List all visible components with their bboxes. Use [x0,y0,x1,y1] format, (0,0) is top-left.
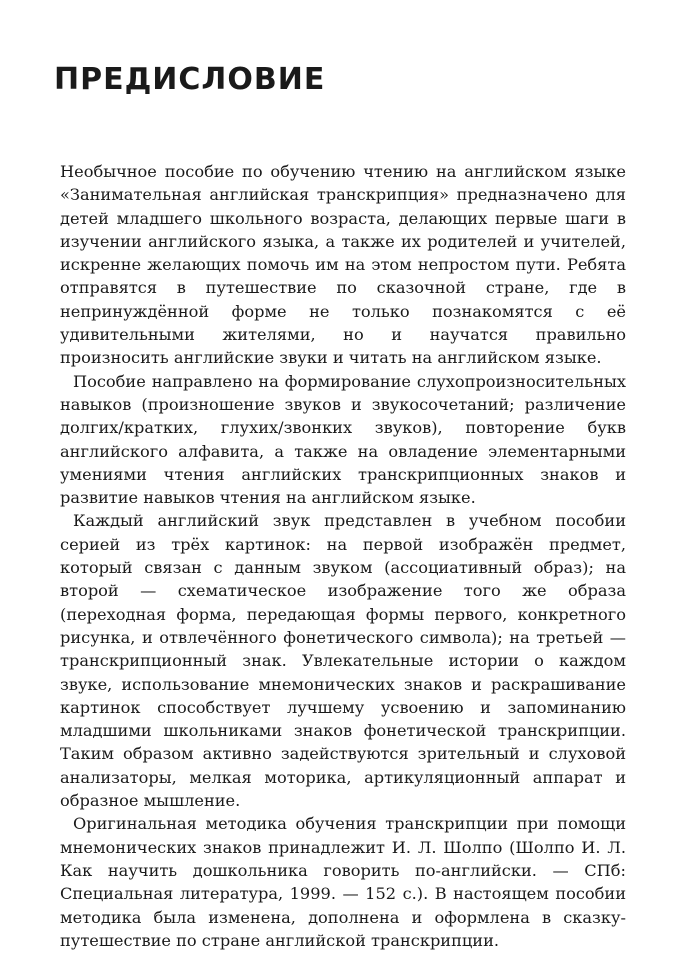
paragraph: Пособие направлено на формирование слухопроизносительных навыков (произношение звуков и звукосочетаний; различение долгих/кратких, глухих/звонких звуков), повторение букв английского алфавита, а также на овладение элементарными умениями чтения английских транскрипционных знаков и развитие навыков чтения на английском языке. [60,371,626,508]
paragraph: Необычное пособие по обучению чтению на английском языке «Занимательная английская транскрипция» предназначено для детей младшего школьного возраста, делающих первые шаги в изучении английского языка, а также их родителей и учителей, искренне желающих помочь им на этом непростом пути. Ребята отправятся в путешествие по сказочной стране, где в непринуждённой форме не только познакомятся с её удивительными жителями, но и научатся правильно произносить английские звуки и читать на английском языке. [60,162,626,368]
paragraph: Каждый английский звук представлен в учебном пособии серией из трёх картинок: на первой изображён предмет, который связан с данным звуком (ассоциативный образ); на второй — схематическое изображение того же образа (переходная форма, передающая формы первого, конкретного рисунка, и отвлечённого фонетического символа); на третьей — транскрипционный знак. Увлекательные истории о каждом звуке, использование мнемонических знаков и раскрашивание картинок способствует лучшему усвоению и запоминанию младшими школьниками знаков фонетической транскрипции. Таким образом активно задействуются зрительный и слуховой анализаторы, мелкая моторика, артикуляционный аппарат и образное мышление. [60,511,626,811]
body-text [60,160,626,952]
paragraph: Оригинальная методика обучения транскрипции при помощи мнемонических знаков принадлежит И. Л. Шолпо (Шолпо И. Л. Как научить дошкольника говорить по-английски. — СПб: Специальная литература, 1999. — 152 с.). В настоящем пособии методика была изменена, дополнена и оформлена в сказку-путешествие по стране английской транскрипции. [60,814,626,950]
page-title: ПРЕДИСЛОВИЕ [54,62,326,97]
